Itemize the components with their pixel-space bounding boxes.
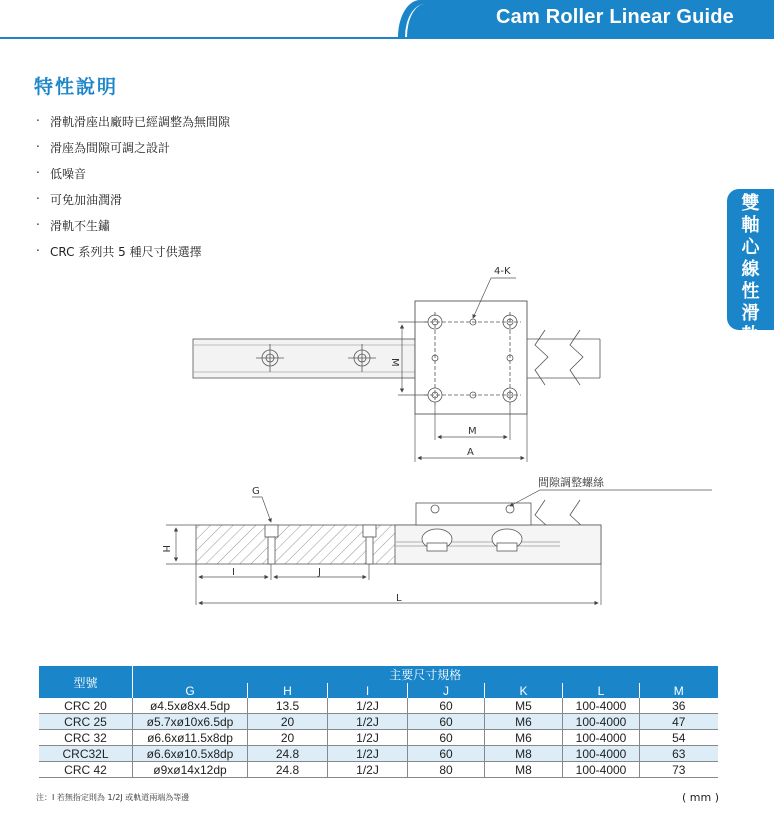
table-cell: 100-4000	[563, 714, 640, 730]
table-cell: 24.8	[248, 762, 328, 778]
table-cell: 1/2J	[328, 762, 408, 778]
side-tab-char: 滑	[741, 303, 760, 324]
table-cell: 24.8	[248, 746, 328, 762]
dim-label-g: G	[252, 486, 260, 497]
dim-label-h: H	[160, 545, 171, 553]
table-cell: 60	[408, 714, 485, 730]
table-cell: CRC 42	[39, 762, 133, 778]
group-header: 主要尺寸規格	[133, 666, 718, 683]
table-cell: 80	[408, 762, 485, 778]
bullet-icon: ‧	[36, 244, 40, 258]
bullet-icon: ‧	[36, 140, 40, 154]
table-cell: M8	[485, 746, 563, 762]
table-cell: 36	[640, 698, 718, 714]
table-cell: CRC 20	[39, 698, 133, 714]
table-cell: M8	[485, 762, 563, 778]
column-header: K	[485, 683, 563, 698]
dim-label-j: J	[318, 567, 321, 578]
column-header: I	[328, 683, 408, 698]
column-header: M	[640, 683, 718, 698]
side-tab-char: 心	[741, 237, 760, 258]
dim-label-m-horizontal: M	[468, 426, 477, 437]
table-row	[39, 746, 718, 762]
side-tab-char: 線	[741, 259, 760, 280]
header-title: Cam Roller Linear Guide	[496, 6, 734, 28]
table-cell: 73	[640, 762, 718, 778]
break-marks	[535, 330, 583, 555]
table-cell: ø6.6xø11.5x8dp	[133, 730, 248, 746]
table-cell: 100-4000	[563, 698, 640, 714]
section-title: 特性說明	[34, 76, 119, 98]
table-cell: CRC 25	[39, 714, 133, 730]
feature-text: 低噪音	[50, 166, 87, 181]
gap-screw-label: 間隙調整螺絲	[538, 476, 604, 489]
bullet-icon: ‧	[36, 114, 40, 128]
table-cell: 63	[640, 746, 718, 762]
dim-label-a: A	[467, 447, 474, 458]
feature-text: 滑軌不生鏽	[50, 218, 111, 233]
feature-text: 滑軌滑座出廠時已經調整為無間隙	[50, 114, 231, 129]
feature-text: 滑座為間隙可調之設計	[50, 140, 171, 155]
table-cell: 20	[248, 730, 328, 746]
dim-label-k: 4-K	[494, 266, 511, 277]
table-cell: 13.5	[248, 698, 328, 714]
table-cell: M6	[485, 730, 563, 746]
bullet-icon: ‧	[36, 166, 40, 180]
table-cell: M5	[485, 698, 563, 714]
table-cell: CRC32L	[39, 746, 133, 762]
table-cell: 60	[408, 698, 485, 714]
side-tab-char: 性	[741, 281, 760, 302]
feature-text: CRC 系列共 5 種尺寸供選擇	[50, 244, 202, 259]
footnote: 注：I 若無指定則為 1/2J 或軌道兩端為等邊	[36, 793, 190, 802]
table-cell: 20	[248, 714, 328, 730]
table-cell: 1/2J	[328, 746, 408, 762]
table-cell: 1/2J	[328, 698, 408, 714]
table-cell: 54	[640, 730, 718, 746]
side-tab-char: 軸	[741, 215, 760, 236]
table-cell: CRC 32	[39, 730, 133, 746]
table-cell: M6	[485, 714, 563, 730]
table-cell: 100-4000	[563, 730, 640, 746]
table-row	[39, 762, 718, 778]
table-row	[39, 698, 718, 714]
table-cell: ø5.7xø10x6.5dp	[133, 714, 248, 730]
feature-text: 可免加油潤滑	[50, 192, 123, 207]
bullet-icon: ‧	[36, 192, 40, 206]
table-cell: 1/2J	[328, 714, 408, 730]
side-tab-char: 軌	[741, 325, 760, 346]
dim-label-i: I	[232, 567, 235, 578]
model-header: 型號	[39, 666, 133, 698]
bullet-icon: ‧	[36, 218, 40, 232]
table-cell: ø9xø14x12dp	[133, 762, 248, 778]
side-tab-char: 雙	[741, 193, 760, 214]
table-row	[39, 714, 718, 730]
spec-table	[39, 666, 718, 778]
table-cell: 100-4000	[563, 746, 640, 762]
table-row	[39, 730, 718, 746]
table-cell: 60	[408, 730, 485, 746]
table-cell: ø6.6xø10.5x8dp	[133, 746, 248, 762]
dim-label-m-vertical: M	[389, 358, 400, 367]
column-header: L	[563, 683, 640, 698]
unit-label: ( mm )	[682, 791, 720, 804]
table-cell: 47	[640, 714, 718, 730]
table-cell: ø4.5xø8x4.5dp	[133, 698, 248, 714]
table-cell: 1/2J	[328, 730, 408, 746]
column-header: J	[408, 683, 485, 698]
rail-side-view	[196, 525, 601, 564]
table-cell: 100-4000	[563, 762, 640, 778]
dim-label-l: L	[396, 593, 402, 604]
column-header: G	[133, 683, 248, 698]
table-cell: 60	[408, 746, 485, 762]
column-header: H	[248, 683, 328, 698]
